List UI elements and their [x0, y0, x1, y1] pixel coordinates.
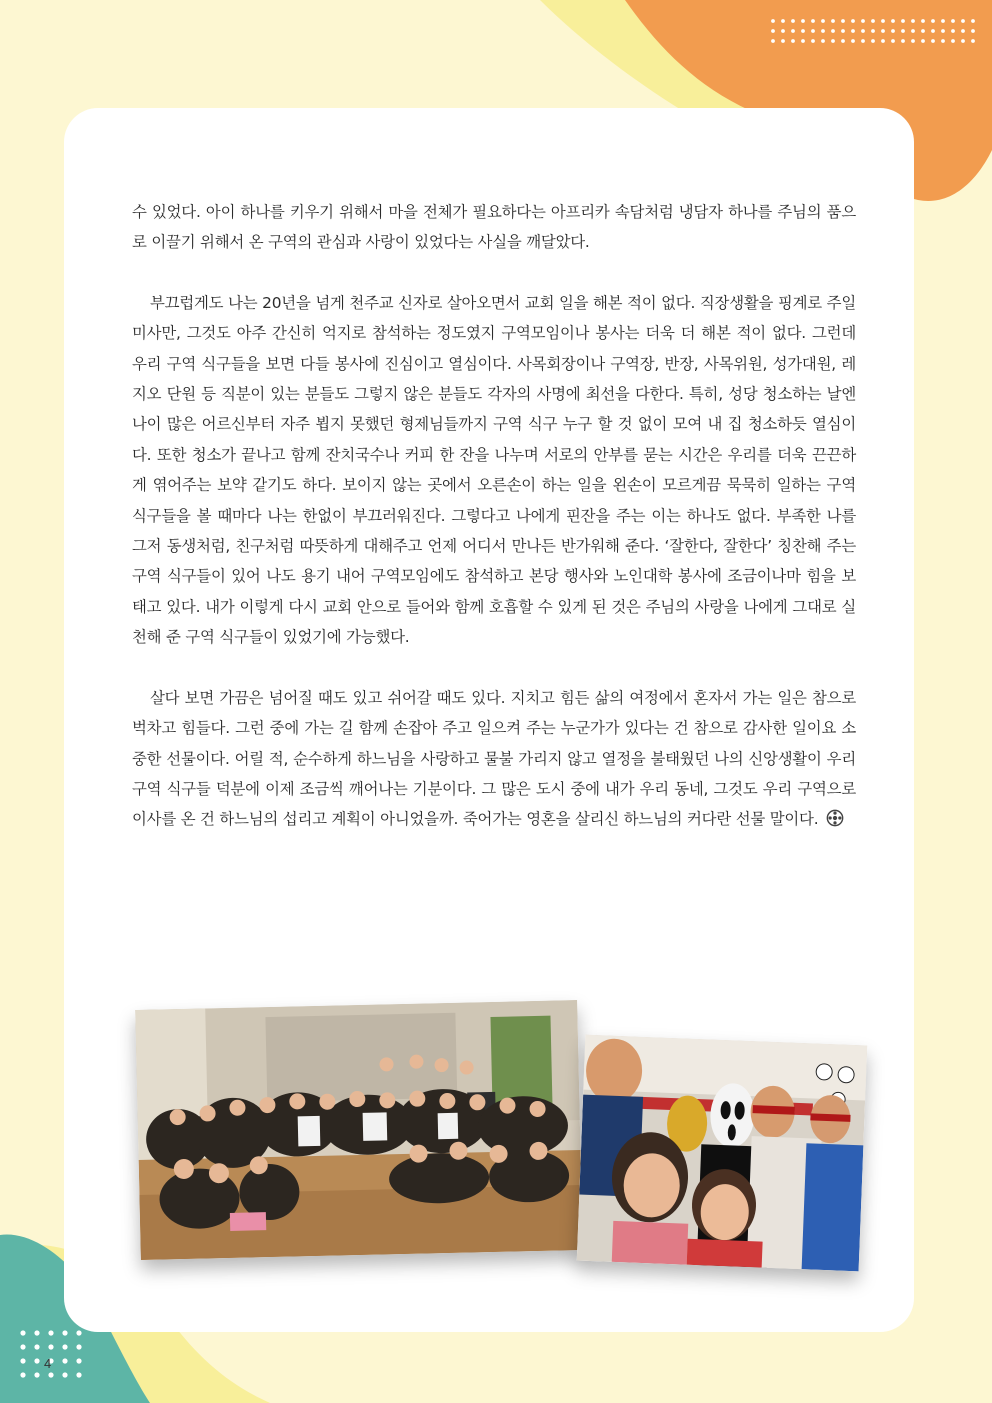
group-photo [135, 1000, 583, 1260]
decor-dot [851, 29, 855, 33]
decor-dot [76, 1372, 81, 1377]
decor-dot [62, 1330, 67, 1335]
decor-dot [801, 39, 805, 43]
decor-dot [931, 39, 935, 43]
decor-dot [961, 29, 965, 33]
article-paragraph-3-text: 살다 보면 가끔은 넘어질 때도 있고 쉬어갈 때도 있다. 지치고 힘든 삶의 여정에서 혼자서 가는 일은 참으로 벅차고 힘들다. 그런 중에 가는 길 함께 손잡아 주고 일으켜 주는 누군가가 있다는 건 참으로 감사한 일이요 소중한 선물이다. 어릴 적, 순수하게 하느님을 사랑하고 물불 가리지 않고 열정을 불태웠던 나의 신앙생활이 우리 구역 식구들 덕분에 이제 조금씩 깨어나는 기분이다. 그 많은 도시 중에 내가 우리 동네, 그것도 우리 구역으로 이사를 온 건 하느님의 섭리고 계획이 아니었을까. 죽어가는 영혼을 살리신 하느님의 커다란 선물 말이다. [132, 688, 856, 829]
decor-dot [62, 1344, 67, 1349]
decor-dot [821, 29, 825, 33]
decor-dot [851, 39, 855, 43]
decor-dot [48, 1372, 53, 1377]
decor-dot [971, 19, 975, 23]
decor-dot [921, 39, 925, 43]
decor-dot [781, 39, 785, 43]
decor-dot [951, 39, 955, 43]
decor-dot [901, 29, 905, 33]
costume-party-photo [577, 1035, 867, 1272]
decor-dot [62, 1358, 67, 1363]
decor-dot [62, 1372, 67, 1377]
decor-dot [76, 1344, 81, 1349]
decor-dot [831, 29, 835, 33]
decor-dot [941, 19, 945, 23]
decor-dot [861, 29, 865, 33]
decor-dot [34, 1358, 39, 1363]
decor-dot [48, 1344, 53, 1349]
decor-dot [20, 1358, 25, 1363]
page-number: 4 [44, 1356, 52, 1371]
decor-dot [801, 19, 805, 23]
decor-dot [831, 39, 835, 43]
decor-dot [831, 19, 835, 23]
decor-dot [34, 1372, 39, 1377]
decor-dot [881, 19, 885, 23]
decor-dot [34, 1330, 39, 1335]
decor-dot [931, 19, 935, 23]
decor-dot [841, 39, 845, 43]
decor-dot [961, 19, 965, 23]
decor-dot [34, 1344, 39, 1349]
decor-dot [891, 39, 895, 43]
decor-dot [931, 29, 935, 33]
decor-dot [911, 19, 915, 23]
decor-dot [921, 29, 925, 33]
decor-dot [951, 29, 955, 33]
decor-dot [861, 39, 865, 43]
decor-dot [891, 19, 895, 23]
decor-dot [861, 19, 865, 23]
decor-dot [76, 1330, 81, 1335]
decor-dot [48, 1330, 53, 1335]
decor-dot [951, 19, 955, 23]
decor-dot [911, 39, 915, 43]
decor-dot [841, 19, 845, 23]
decor-dot [901, 39, 905, 43]
decor-dot [971, 39, 975, 43]
decor-dot [841, 29, 845, 33]
decor-dot [791, 29, 795, 33]
decor-dot [781, 19, 785, 23]
decor-dot [881, 39, 885, 43]
article-paragraph-2: 부끄럽게도 나는 20년을 넘게 천주교 신자로 살아오면서 교회 일을 해본 적이 없다. 직장생활을 핑계로 주일미사만, 그것도 아주 간신히 억지로 참석하는 정도였지 구역모임이나 봉사는 더욱 더 해본 적이 없다. 그런데 우리 구역 식구들을 보면 다들 봉사에 진심이고 열심이다. 사목회장이나 구역장, 반장, 사목위원, 성가대원, 레지오 단원 등 직분이 있는 분들도 그렇지 않은 분들도 각자의 사명에 최선을 다한다. 특히, 성당 청소하는 날엔 나이 많은 어르신부터 자주 뵙지 못했던 형제님들까지 구역 식구 누구 할 것 없이 모여 내 집 청소하듯 열심이다. 또한 청소가 끝나고 함께 잔치국수나 커피 한 잔을 나누며 서로의 안부를 묻는 시간은 우리를 더욱 끈끈하게 엮어주는 보약 같기도 하다. 보이지 않는 곳에서 오른손이 하는 일을 왼손이 모르게끔 묵묵히 일하는 구역 식구들을 볼 때마다 나는 한없이 부끄러워진다. 그렇다고 나에게 핀잔을 주는 이는 하나도 없다. 부족한 나를 그저 동생처럼, 친구처럼 따뜻하게 대해주고 언제 어디서 만나든 반가워해 준다. ‘잘한다, 잘한다’ 칭찬해 주는 구역 식구들이 있어 나도 용기 내어 구역모임에도 참석하고 본당 행사와 노인대학 봉사에 조금이나마 힘을 보태고 있다. 내가 이렇게 다시 교회 안으로 들어와 함께 호흡할 수 있게 된 것은 주님의 사랑을 나에게 그대로 실천해 준 구역 식구들이 있었기에 가능했다. [132, 293, 856, 647]
dot-grid-top-right [770, 18, 978, 52]
decor-dot [811, 29, 815, 33]
decor-dot [791, 39, 795, 43]
decor-dot [941, 39, 945, 43]
decor-dot [921, 19, 925, 23]
decor-dot [771, 19, 775, 23]
article-paragraph-1: 수 있었다. 아이 하나를 키우기 위해서 마을 전체가 필요하다는 아프리카 속담처럼 냉담자 하나를 주님의 품으로 이끌기 위해서 온 구역의 관심과 사랑이 있었다는 사실을 깨달았다. [132, 203, 856, 252]
decor-dot [961, 39, 965, 43]
article-paragraph-3 [132, 683, 856, 835]
decor-dot [811, 39, 815, 43]
decor-dot [781, 29, 785, 33]
decor-dot [851, 19, 855, 23]
decor-dot [771, 39, 775, 43]
decor-dot [871, 39, 875, 43]
end-mark-icon [826, 809, 844, 827]
decor-dot [811, 19, 815, 23]
dot-grid-bottom-left [20, 1330, 84, 1386]
decor-dot [901, 19, 905, 23]
decor-dot [20, 1330, 25, 1335]
decor-dot [971, 29, 975, 33]
decor-dot [801, 29, 805, 33]
decor-dot [771, 29, 775, 33]
decor-dot [76, 1358, 81, 1363]
decor-dot [20, 1344, 25, 1349]
decor-dot [791, 19, 795, 23]
decor-dot [871, 19, 875, 23]
decor-dot [941, 29, 945, 33]
decor-dot [891, 29, 895, 33]
decor-dot [20, 1372, 25, 1377]
decor-dot [821, 19, 825, 23]
decor-dot [911, 29, 915, 33]
article-body [132, 197, 856, 865]
decor-dot [821, 39, 825, 43]
decor-dot [871, 29, 875, 33]
decor-dot [881, 29, 885, 33]
